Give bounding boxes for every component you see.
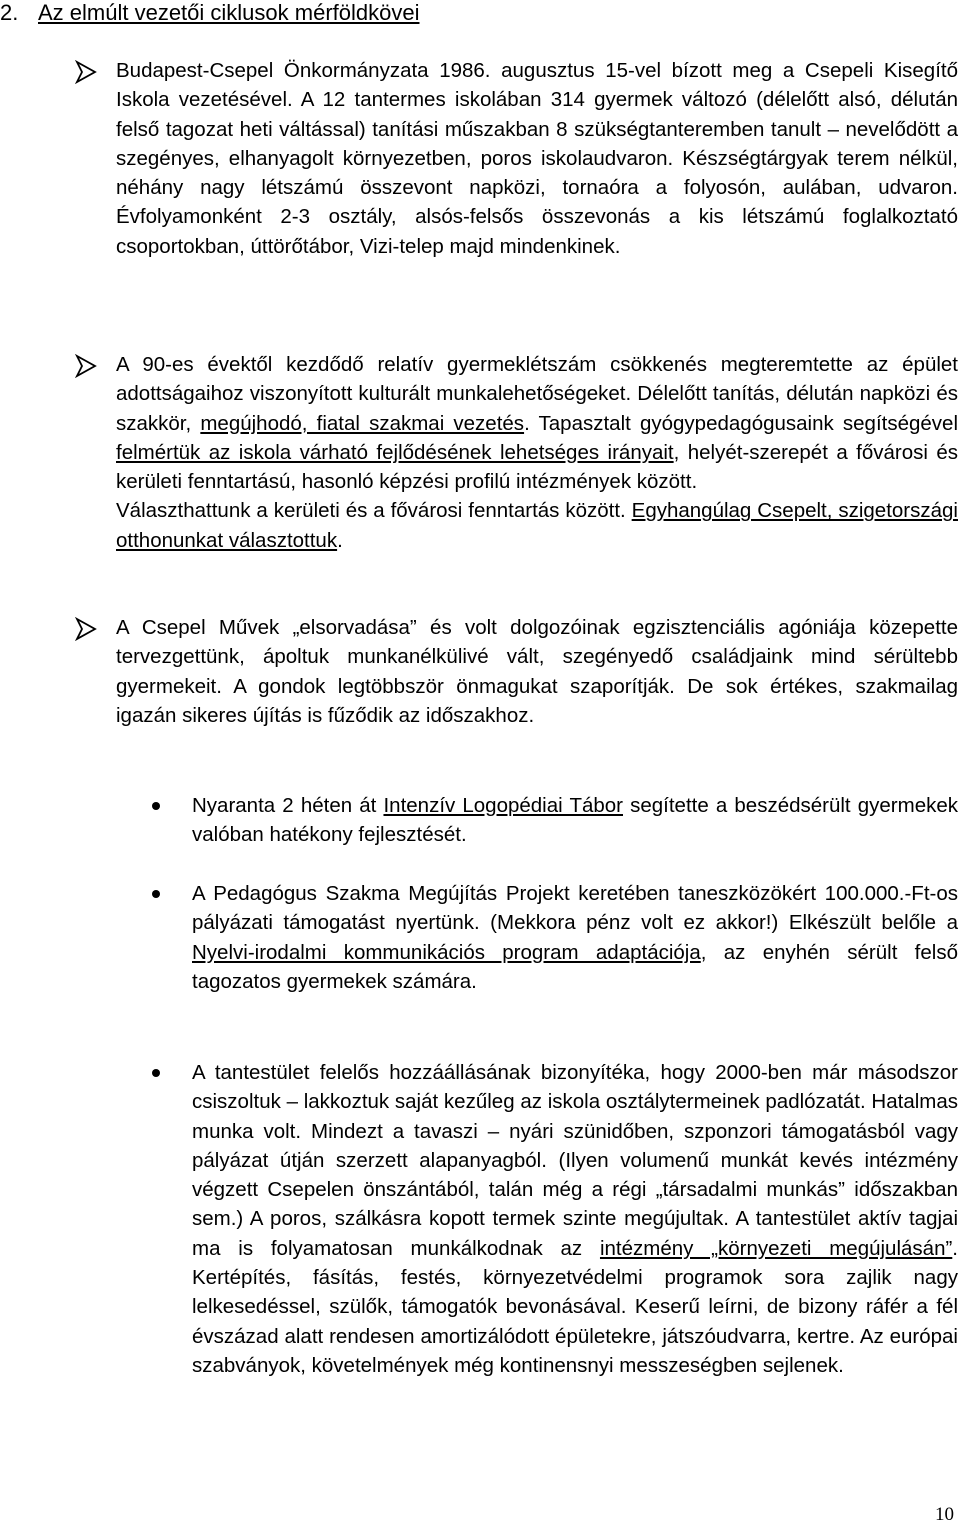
round-bullet-icon	[152, 1069, 160, 1077]
underlined-text: intézmény „környezeti megújulásán”	[599, 1236, 953, 1260]
text-segment: .	[337, 528, 343, 552]
bullet-paragraph-2	[116, 350, 958, 555]
text-segment: Nyaranta 2 héten át	[192, 794, 384, 817]
text-segment: , az enyhén sérült felső tagozatos gyermekek számára.	[192, 940, 958, 993]
text-segment: Választhattunk a kerületi és a fővárosi fenntartás között.	[116, 499, 632, 523]
section-title: Az elmúlt vezetői ciklusok mérföldkövei	[38, 0, 420, 25]
text-segment: segítette a beszédsérült gyermekek valóban hatékony fejlesztését.	[192, 794, 959, 847]
sub-bullet-paragraph-1	[192, 791, 958, 850]
arrow-bullet-icon	[75, 354, 97, 378]
text-segment: A 90-es évektől kezdődő relatív gyermeklétszám csökkenés megteremtette az épület adottságaihoz viszonyított kulturált munkalehetőségeket. Délelőtt tanítás, délután napközi és szakkör,	[116, 353, 958, 435]
text-segment: A tantestület felelős hozzáállásának bizonyítéka, hogy 2000-ben már másodszor csiszoltuk – lakkoztuk saját kezűleg az iskola osztálytermeinek padlózatát. Hatalmas munka volt. Mindezt a tavaszi – nyári szünidőben, szponzori támogatásból vagy pályázat útján szerzett alapanyagból. (Ilyen volumenű munkát kevés intézmény végzett Csepelen önszántából, talán még a régi „társadalmi munkás” időszakban sem.) A poros, szálkásra kopott termek szinte megújultak. A tantestület aktív tagjai ma is folyamatosan munkálkodnak az	[192, 1061, 958, 1260]
section-heading	[0, 0, 419, 26]
bullet-paragraph-3	[116, 613, 958, 730]
text-segment: . Tapasztalt gyógypedagógusaink segítségével	[524, 411, 958, 435]
page-number: 10	[935, 1504, 954, 1525]
underlined-text: felmértük az iskola várható fejlődésének lehetséges irányait	[116, 440, 674, 464]
text-segment: A Pedagógus Szakma Megújítás Projekt keretében taneszközökért 100.000.-Ft-os pályázati támogatást nyertünk. (Mekkora pénz volt ez akkor!) Elkészült belőle a	[192, 882, 958, 935]
round-bullet-icon	[152, 890, 160, 898]
bullet-paragraph-1	[116, 56, 958, 261]
text-segment: , helyét-szerepét a fővárosi és kerületi fenntartású, hasonló képzési profilú intézmények között.	[116, 440, 958, 494]
text-segment: . Kertépítés, fásítás, festés, környezetvédelmi programok sora zajlik nagy lelkesedéssel, szülők, támogatók bevonásával. Keserű leírni, de bizony ráfér a fél évszázad alatt rendesen amortizálódott épületekre, játszóudvarra, kertre. Az európai szabványok, követelmények még kontinensnyi messzeségben sejlenek.	[192, 1236, 958, 1377]
underlined-text: megújhodó, fiatal szakmai vezetés	[200, 411, 525, 435]
arrow-bullet-icon	[75, 617, 97, 641]
text-segment: A Csepel Művek „elsorvadása” és volt dolgozóinak egzisztenciális agóniája közepette tervezgettünk, ápoltuk munkanélkülivé vált, szegényedő családjaink mind sérültebb gyermekeit. A gondok legtöbbször önmagukat szaporítják. De sok értékes, szakmailag igazán sikeres újítás is fűződik az időszakhoz.	[116, 616, 958, 727]
underlined-text: Egyhangúlag Csepelt, szigetországi otthonunkat választottuk	[116, 499, 958, 552]
arrow-bullet-icon	[75, 60, 97, 84]
sub-bullet-paragraph-2	[192, 879, 958, 996]
underlined-text: Intenzív Logopédiai Tábor	[383, 794, 623, 817]
round-bullet-icon	[152, 802, 160, 810]
text-segment: Budapest-Csepel Önkormányzata 1986. augusztus 15-vel bízott meg a Csepeli Kisegítő Iskola vezetésével. A 12 tantermes iskolában 314 gyermek változó (délelőtt alsó, délután felső tagozat heti váltással) tanítási műszakban 8 szükségtanteremben tanult – nevelődött a szegényes, elhanyagolt környezetben, poros iskolaudvaron. Készségtárgyak terem nélkül, néhány nagy létszámú összevont napközi, tornaóra a folyosón, aulában, udvaron. Évfolyamonként 2-3 osztály, alsós-felsős összevonás a kis létszámú foglalkoztató csoportokban, úttörőtábor, Vizi-telep majd mindenkinek.	[116, 59, 958, 258]
sub-bullet-paragraph-3	[192, 1058, 958, 1380]
section-number: 2.	[0, 0, 19, 25]
underlined-text: Nyelvi-irodalmi kommunikációs program adaptációja	[192, 940, 701, 964]
